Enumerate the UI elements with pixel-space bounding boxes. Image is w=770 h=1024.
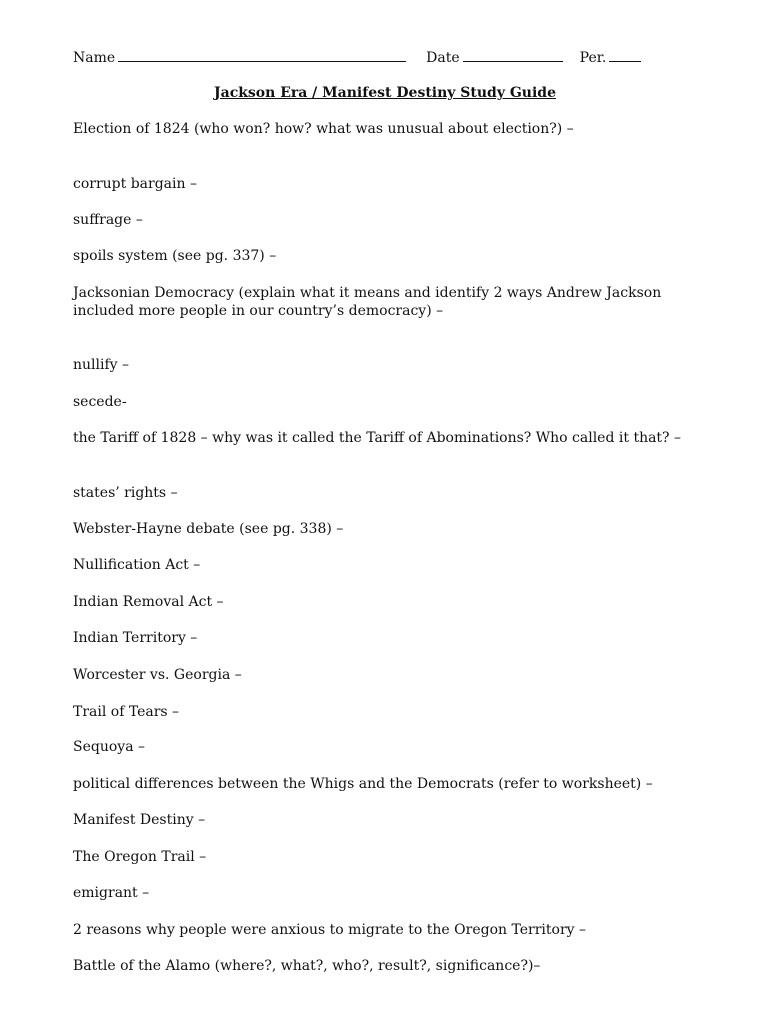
study-item: secede- (73, 394, 127, 410)
study-item: Webster-Hayne debate (see pg. 338) – (73, 521, 344, 537)
study-item: corrupt bargain – (73, 176, 197, 192)
study-item: Trail of Tears – (73, 704, 180, 720)
header-row (73, 47, 641, 67)
date-label: Date (426, 50, 460, 66)
study-item: The Oregon Trail – (73, 849, 207, 865)
name-label: Name (73, 50, 116, 66)
study-item: Sequoya – (73, 739, 145, 755)
study-item: Jacksonian Democracy (explain what it means and identify 2 ways Andrew Jackson included more people in our country’s democracy) – (73, 285, 662, 319)
study-item: Manifest Destiny – (73, 812, 206, 828)
period-blank[interactable] (609, 47, 641, 62)
study-item: states’ rights – (73, 485, 178, 501)
study-item: nullify – (73, 357, 130, 373)
study-item: Indian Removal Act – (73, 594, 224, 610)
date-blank[interactable] (463, 47, 563, 62)
study-item: Worcester vs. Georgia – (73, 667, 242, 683)
study-item: Indian Territory – (73, 630, 198, 646)
study-item: suffrage – (73, 212, 143, 228)
study-item: emigrant – (73, 885, 150, 901)
study-item: spoils system (see pg. 337) – (73, 248, 277, 264)
study-item: political differences between the Whigs and the Democrats (refer to worksheet) – (73, 776, 653, 792)
study-item: Election of 1824 (who won? how? what was unusual about election?) – (73, 121, 574, 137)
name-blank[interactable] (118, 47, 406, 62)
study-item: 2 reasons why people were anxious to migrate to the Oregon Territory – (73, 922, 586, 938)
study-item: Nullification Act – (73, 557, 201, 573)
study-item: Battle of the Alamo (where?, what?, who?, result?, significance?)– (73, 958, 541, 974)
study-item: the Tariff of 1828 – why was it called the Tariff of Abominations? Who called it that? – (73, 430, 682, 446)
page-title: Jackson Era / Manifest Destiny Study Guide (214, 85, 556, 101)
period-label: Per. (579, 50, 607, 66)
